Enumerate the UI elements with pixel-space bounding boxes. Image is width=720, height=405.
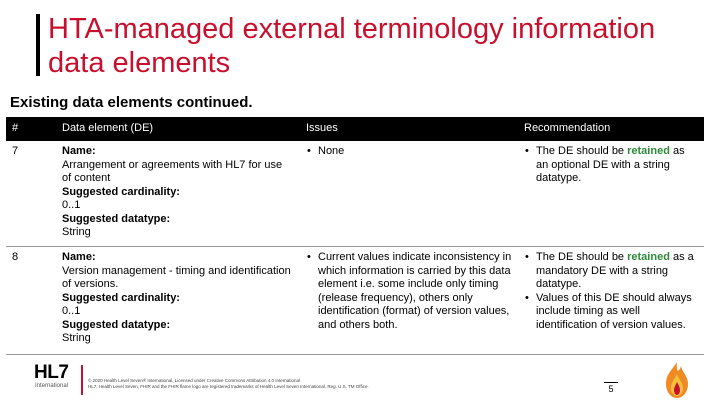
recommendation-item: • The DE should be retained as a mandatory DE with a string datatype. (525, 251, 694, 290)
footer-legal (88, 378, 508, 390)
cardinality-value: 0..1 (62, 199, 81, 211)
data-elements-table (6, 117, 704, 355)
footer-divider (81, 365, 83, 395)
table-header-row (6, 117, 704, 141)
issue-item: • Current values indicate inconsistency in which information is carried by this data element i.e. some include only timing (release frequency), others only identification (format) of version values, and others both. (307, 251, 512, 331)
recommendation-cell (518, 141, 704, 247)
de-cell (56, 247, 300, 355)
cardinality-label: Suggested cardinality: (62, 291, 180, 304)
page-title: HTA-managed external terminology information data elements (48, 13, 656, 79)
fhir-flame-icon (660, 360, 694, 400)
col-header-num: # (6, 117, 56, 141)
page-number: 5 (604, 382, 618, 394)
name-label: Name: (62, 251, 96, 263)
subtitle: Existing data elements continued. (10, 94, 253, 111)
datatype-label: Suggested datatype: (62, 318, 171, 331)
col-header-issues: Issues (300, 117, 518, 141)
retained-highlight: retained (627, 251, 670, 263)
trademark-text: HL7, Health Level Seven, FHIR and the FHIR flame logo are registered trademarks of Health Level Seven International. Reg. U.S. TM Office. (88, 384, 369, 389)
de-cell (56, 141, 300, 247)
col-header-de: Data element (DE) (56, 117, 300, 141)
name-label: Name: (62, 145, 96, 157)
table-row (6, 141, 704, 247)
datatype-value: String (62, 332, 91, 344)
title-accent-bar (36, 14, 40, 76)
name-value: Arrangement or agreements with HL7 for use of content (62, 158, 283, 184)
hl7-logo: HL7 (34, 362, 69, 383)
recommendation-cell (518, 247, 704, 355)
datatype-value: String (62, 226, 91, 238)
recommendation-item: • Values of this DE should always include timing as well identification of version values. (525, 291, 692, 331)
col-header-recommendation: Recommendation (518, 117, 704, 141)
issue-item: • None (307, 145, 345, 157)
row-num: 7 (6, 141, 56, 247)
recommendation-item: • The DE should be retained as an optional DE with a string datatype. (525, 145, 685, 184)
copyright-text: © 2020 Health Level Seven® International. Licensed under Creative Commons Attribution 4.0 International (88, 378, 301, 383)
datatype-label: Suggested datatype: (62, 212, 171, 225)
issues-cell (300, 247, 518, 355)
row-num: 8 (6, 247, 56, 355)
name-value: Version management - timing and identification of versions. (62, 264, 291, 290)
table-row (6, 247, 704, 355)
issues-cell (300, 141, 518, 247)
cardinality-label: Suggested cardinality: (62, 185, 180, 198)
retained-highlight: retained (627, 145, 670, 157)
hl7-logo-sub: International (35, 383, 69, 389)
cardinality-value: 0..1 (62, 305, 81, 317)
